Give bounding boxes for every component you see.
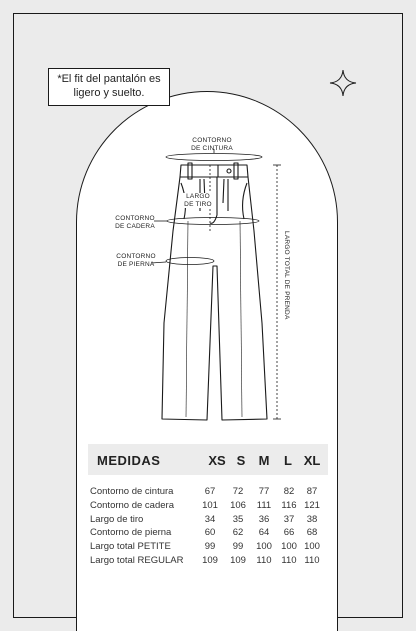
row-value: 101: [202, 499, 218, 511]
size-header-s: S: [236, 453, 246, 468]
size-table-header: [88, 444, 328, 475]
table-row: [88, 554, 328, 568]
hip-label-line-1: CONTORNO: [115, 215, 155, 222]
row-value: 100: [281, 541, 297, 553]
size-table-title: MEDIDAS: [97, 453, 161, 468]
row-value: 110: [281, 554, 297, 566]
rise-label: [180, 193, 216, 208]
row-label: Largo total REGULAR: [90, 554, 184, 566]
row-value: 110: [256, 554, 272, 566]
row-value: 121: [304, 499, 320, 511]
pants-diagram: [76, 91, 338, 436]
row-label: Largo total PETITE: [90, 541, 171, 553]
row-value: 60: [204, 527, 216, 539]
leg-label: [114, 253, 158, 268]
row-value: 99: [232, 541, 244, 553]
size-header-l: L: [284, 453, 292, 468]
row-value: 36: [258, 513, 270, 525]
row-value: 116: [281, 499, 297, 511]
fit-note-line-2: ligero y suelto.: [73, 87, 145, 99]
size-header-xs: XS: [208, 453, 226, 468]
row-value: 66: [283, 527, 295, 539]
table-row: [88, 526, 328, 540]
row-value: 82: [283, 486, 295, 497]
row-value: 100: [304, 541, 320, 553]
waist-label-line-1: CONTORNO: [192, 137, 232, 144]
row-label: Contorno de pierna: [90, 527, 172, 539]
row-value: 38: [306, 513, 318, 525]
row-value: 106: [230, 499, 246, 511]
row-label: Contorno de cintura: [90, 486, 174, 497]
row-label: Contorno de cadera: [90, 499, 174, 511]
row-value: 62: [232, 527, 244, 539]
row-value: 110: [304, 554, 320, 566]
row-value: 64: [258, 527, 270, 539]
size-header-m: M: [258, 453, 270, 468]
table-row: [88, 499, 328, 513]
table-row: [88, 485, 328, 499]
row-value: 68: [306, 527, 318, 539]
size-header-xl: XL: [303, 453, 321, 468]
hip-label: [112, 215, 158, 230]
row-value: 37: [283, 513, 295, 525]
row-value: 109: [230, 554, 246, 566]
leg-label-line-2: DE PIERNA: [117, 260, 155, 268]
total-length-label: LARGO TOTAL DE PRENDA: [283, 231, 290, 320]
row-value: 72: [232, 486, 244, 497]
fit-note-line-1: *El fit del pantalón es: [57, 73, 161, 85]
hip-label-line-2: DE CADERA: [115, 222, 155, 230]
row-value: 67: [204, 486, 216, 497]
row-value: 99: [204, 541, 216, 553]
row-value: 87: [306, 486, 318, 497]
rise-label-line-1: LARGO: [186, 193, 210, 200]
row-label: Largo de tiro: [90, 513, 144, 525]
size-table-body: [88, 475, 328, 568]
row-value: 35: [232, 513, 244, 525]
waist-label: [186, 137, 238, 152]
leg-label-line-1: CONTORNO: [116, 253, 156, 260]
table-row: [88, 513, 328, 527]
size-table: [88, 444, 328, 568]
row-value: 34: [204, 513, 216, 525]
waist-label-line-2: DE CINTURA: [191, 144, 233, 152]
rise-label-line-2: DE TIRO: [184, 200, 212, 208]
table-row: [88, 540, 328, 554]
row-value: 100: [256, 541, 272, 553]
row-value: 77: [258, 486, 270, 497]
row-value: 111: [256, 499, 272, 511]
row-value: 109: [202, 554, 218, 566]
